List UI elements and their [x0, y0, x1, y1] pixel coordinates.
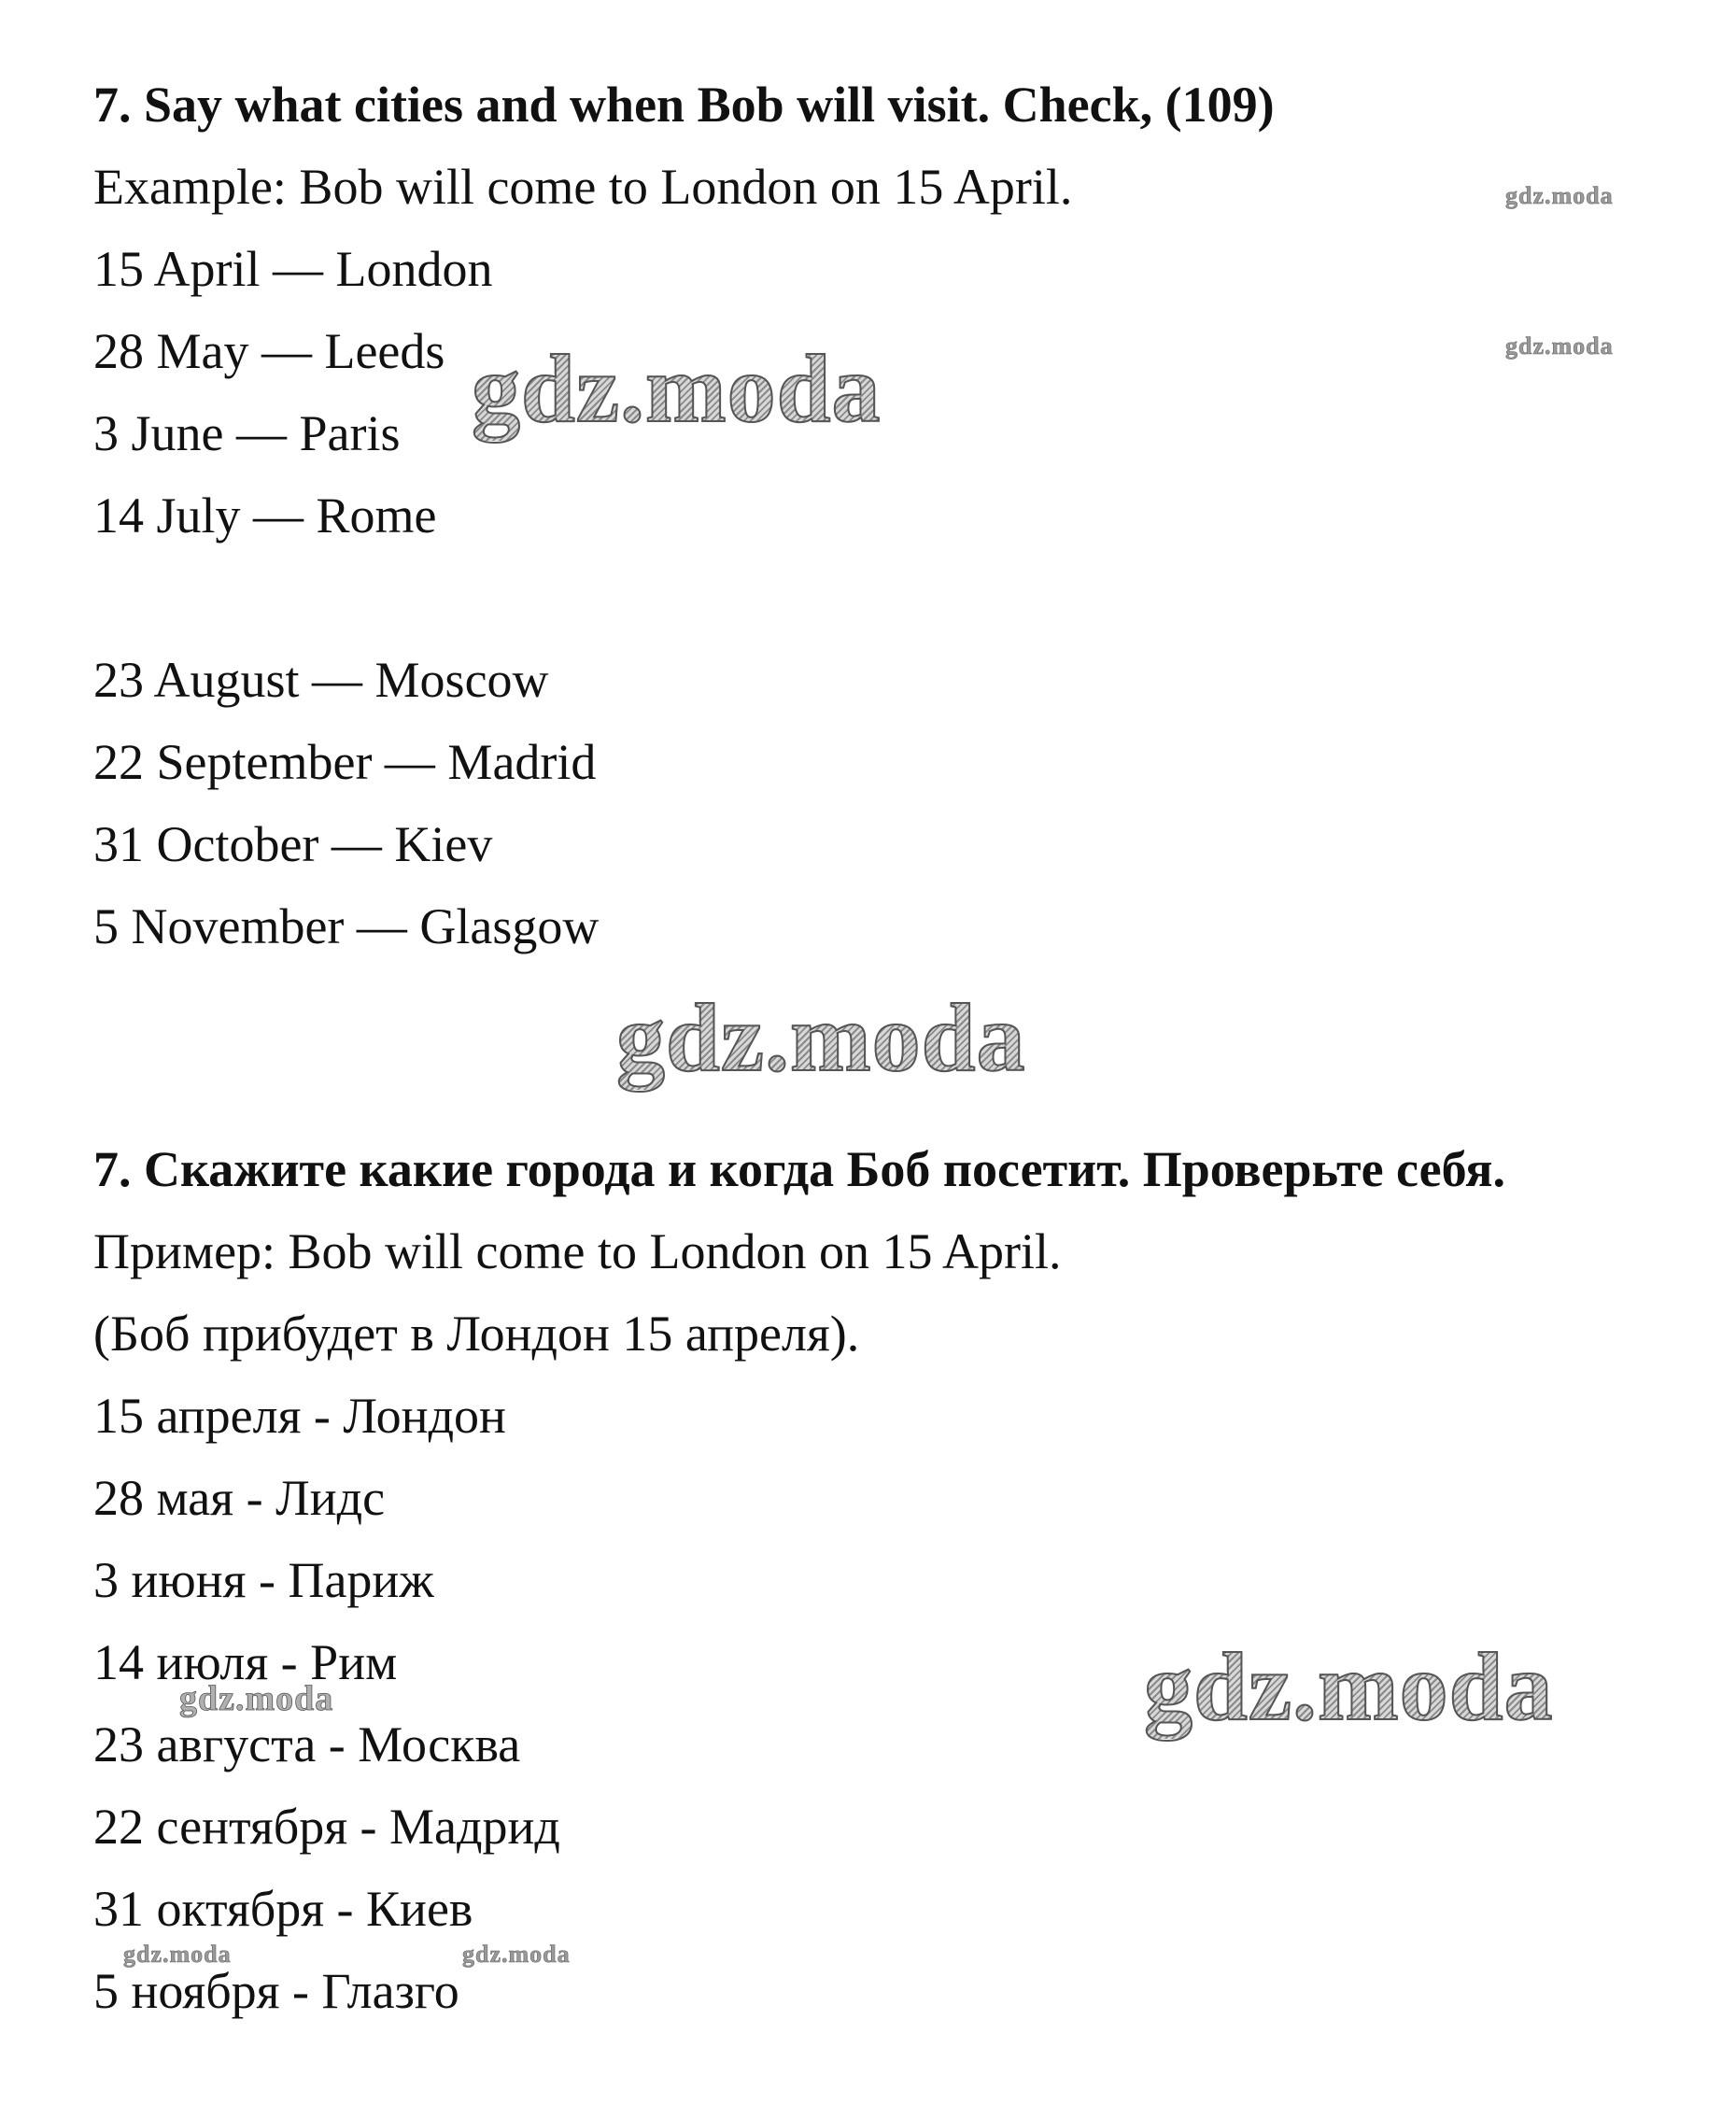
russian-item-4: 14 июля - Рим	[93, 1634, 398, 1690]
watermark-small-4: gdz.moda	[462, 1941, 571, 1968]
english-item-6: 22 September — Madrid	[93, 734, 597, 790]
english-item-5: 23 August — Moscow	[93, 652, 549, 708]
watermark-mid-1: gdz.moda	[179, 1679, 334, 1718]
watermark-small-2: gdz.moda	[1505, 332, 1614, 360]
russian-item-3: 3 июня - Париж	[93, 1552, 434, 1608]
russian-item-2: 28 мая - Лидс	[93, 1470, 386, 1526]
english-item-1: 15 April — London	[93, 241, 493, 297]
watermark-small-3: gdz.moda	[123, 1941, 232, 1968]
russian-translation: (Боб прибудет в Лондон 15 апреля).	[93, 1306, 860, 1362]
russian-item-1: 15 апреля - Лондон	[93, 1388, 506, 1444]
english-example: Example: Bob will come to London on 15 April.	[93, 159, 1073, 215]
russian-item-8: 5 ноября - Глазго	[93, 1963, 459, 2019]
english-heading: 7. Say what cities and when Bob will visit. Check, (109)	[93, 77, 1275, 133]
english-item-4: 14 July — Rome	[93, 487, 437, 544]
watermark-large-2: gdz.moda	[616, 984, 1026, 1092]
russian-item-6: 22 сентября - Мадрид	[93, 1799, 560, 1855]
watermark-small-1: gdz.moda	[1505, 182, 1614, 209]
russian-item-5: 23 августа - Москва	[93, 1716, 521, 1772]
english-item-3: 3 June — Paris	[93, 405, 401, 461]
english-item-2: 28 May — Leeds	[93, 323, 445, 379]
russian-heading: 7. Скажите какие города и когда Боб посетит. Проверьте себя.	[93, 1141, 1505, 1197]
russian-item-7: 31 октября - Киев	[93, 1881, 473, 1937]
watermark-large-1: gdz.moda	[472, 335, 882, 443]
english-item-7: 31 October — Kiev	[93, 816, 493, 872]
russian-example: Пример: Bob will come to London on 15 April.	[93, 1223, 1062, 1279]
english-item-8: 5 November — Glasgow	[93, 898, 600, 954]
watermark-large-3: gdz.moda	[1144, 1633, 1554, 1741]
